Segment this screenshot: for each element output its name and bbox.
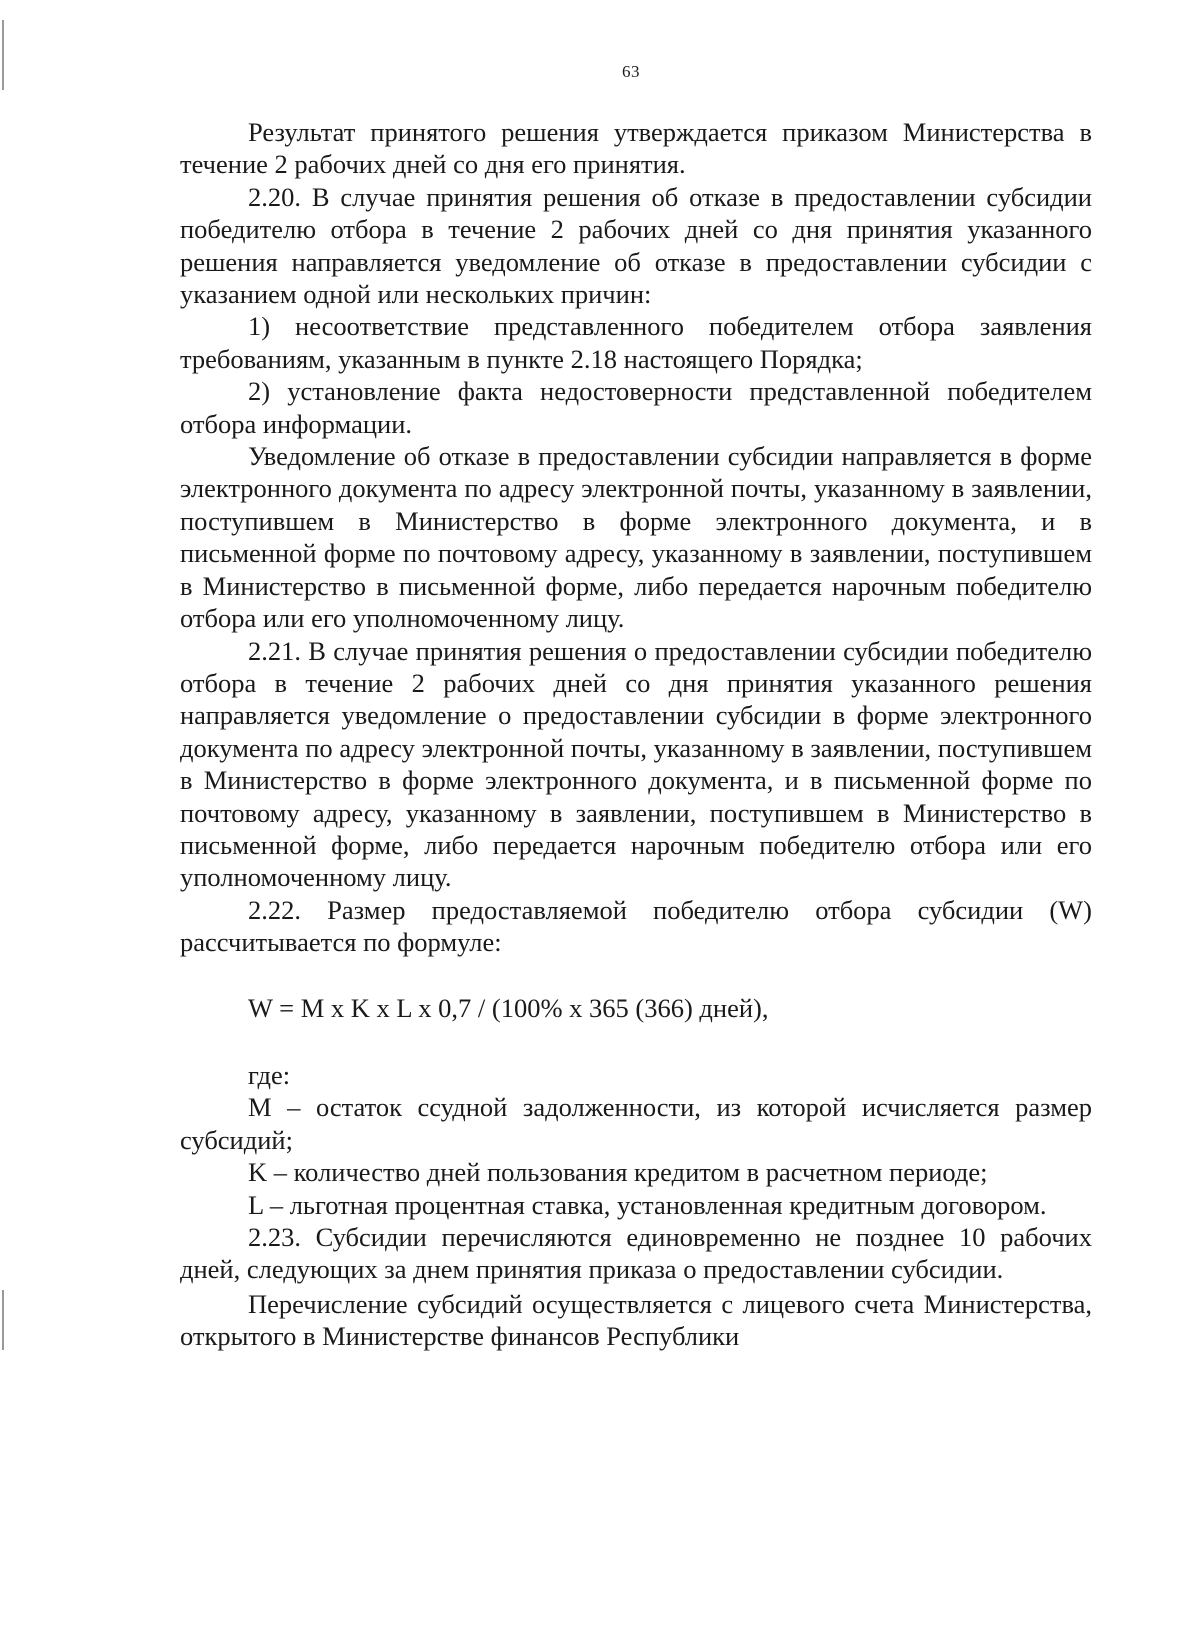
list-item-reason-1: 1) несоответствие представленного победителем отбора заявления требованиям, указанным в пункте 2.18 настоящего Порядка; xyxy=(180,311,1092,374)
paragraph-refusal-notice: Уведомление об отказе в предоставлении субсидии направляется в форме электронного документа по адресу электронной почты, указанному в заявлении, поступившем в Министерство в форме электронного документа, и в письменной форме по почтовому адресу, указанному в заявлении, поступившем в Министерство в письменной форме, либо передается нарочным победителю отбора или его уполномоченному лицу. xyxy=(180,441,1092,634)
list-item-reason-2: 2) установление факта недостоверности представленной победителем отбора информации. xyxy=(180,376,1092,439)
formula-where-label: где: xyxy=(248,1059,291,1090)
scan-edge-mark xyxy=(2,1290,4,1350)
document-body xyxy=(180,116,1092,1353)
paragraph-2-22: 2.22. Размер предоставляемой победителю отбора субсидии (W) рассчитывается по формуле: xyxy=(180,894,1092,958)
paragraph-2-20: 2.20. В случае принятия решения об отказе в предоставлении субсидии победителю отбора в течение 2 рабочих дней со дня принятия указанного решения направляется уведомление об отказе в предоставлении субсидии с указанием одной или нескольких причин: xyxy=(180,181,1092,310)
paragraph-result: Результат принятого решения утверждается приказом Министерства в течение 2 рабочих дней со дня его принятия. xyxy=(180,117,1092,180)
paragraph-2-23: 2.23. Субсидии перечисляются единовременно не позднее 10 рабочих дней, следующих за днем принятия приказа о предоставлении субсидии. xyxy=(180,1222,1092,1285)
definition-k: K – количество дней пользования кредитом в расчетном периоде; xyxy=(248,1157,988,1188)
definition-l: L – льготная процентная ставка, установленная кредитным договором. xyxy=(248,1189,1047,1220)
definition-m: M – остаток ссудной задолженности, из которой исчисляется размер субсидий; xyxy=(180,1092,1092,1155)
subsidy-formula: W = M x K x L x 0,7 / (100% x 365 (366) дней), xyxy=(248,992,769,1023)
paragraph-transfer: Перечисление субсидий осуществляется с лицевого счета Министерства, открытого в Министерстве финансов Республики xyxy=(180,1288,1092,1352)
paragraph-2-21: 2.21. В случае принятия решения о предоставлении субсидии победителю отбора в течение 2 рабочих дней со дня принятия указанного решения направляется уведомление о предоставлении субсидии в форме электронного документа по адресу электронной почты, указанному в заявлении, поступившем в Министерство в форме электронного документа, и в письменной форме по почтовому адресу, указанному в заявлении, поступившем в Министерство в письменной форме, либо передается нарочным победителю отбора или его уполномоченному лицу. xyxy=(180,635,1092,893)
page-number: 63 xyxy=(622,62,640,81)
